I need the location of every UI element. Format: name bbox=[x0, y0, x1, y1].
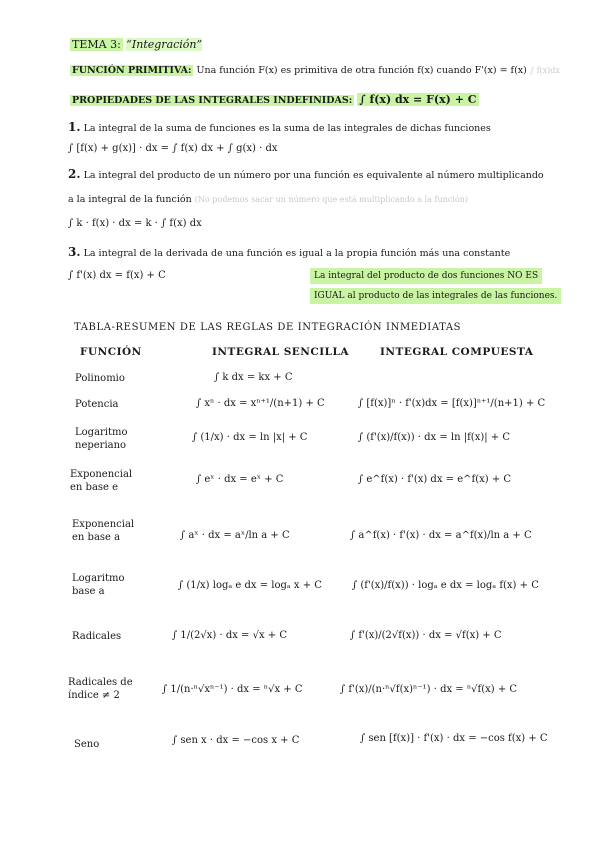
simple-integral-polinomio: ∫ k dx = kx + C bbox=[214, 372, 293, 383]
property-2-number: 2. bbox=[68, 167, 81, 181]
simple-integral-radicales-indice: ∫ 1/(n·ⁿ√xⁿ⁻¹) · dx = ⁿ√x + C bbox=[162, 684, 303, 695]
definition-line bbox=[70, 65, 560, 76]
tema-name: “Integración” bbox=[126, 38, 203, 51]
col-header-function: FUNCIÓN bbox=[80, 346, 142, 358]
property-2-text: La integral del producto de un número por una función es equivalente al número multiplicando bbox=[83, 170, 544, 181]
row-name: Logaritmo bbox=[75, 427, 128, 438]
properties-title: PROPIEDADES DE LAS INTEGRALES INDEFINIDAS: bbox=[72, 95, 353, 106]
property-3-number: 3. bbox=[68, 245, 81, 259]
simple-integral-logaritmo-base-a: ∫ (1/x) logₐ e dx = logₐ x + C bbox=[178, 580, 322, 591]
page-title bbox=[70, 38, 202, 51]
compound-integral-radicales: ∫ f'(x)/(2√f(x)) · dx = √f(x) + C bbox=[350, 630, 502, 641]
product-note-line-2: IGUAL al producto de las integrales de las funciones. bbox=[310, 288, 561, 304]
row-name-2: en base e bbox=[70, 482, 119, 493]
compound-integral-potencia: ∫ [f(x)]ⁿ · f'(x)dx = [f(x)]ⁿ⁺¹/(n+1) + C bbox=[358, 398, 546, 409]
row-label-potencia bbox=[75, 398, 118, 411]
property-2-text2-line bbox=[68, 194, 468, 205]
row-name: Logaritmo bbox=[72, 573, 125, 584]
property-1-text-line bbox=[68, 120, 491, 134]
simple-integral-exponencial-base-a: ∫ aˣ · dx = aˣ/ln a + C bbox=[180, 530, 290, 541]
properties-heading bbox=[70, 93, 479, 106]
row-label-radicales bbox=[72, 630, 121, 643]
row-name: Seno bbox=[74, 739, 100, 750]
property-2-faint: (No podemos sacar un número que está multiplicando a la función) bbox=[194, 195, 468, 204]
definition-label: FUNCIÓN PRIMITIVA: bbox=[72, 65, 192, 76]
row-name-2: índice ≠ 2 bbox=[68, 690, 120, 701]
row-name: Radicales bbox=[72, 631, 122, 642]
property-1-text: La integral de la suma de funciones es la suma de las integrales de dichas funciones bbox=[83, 123, 491, 134]
row-name: Exponencial bbox=[70, 469, 133, 480]
compound-integral-radicales-indice: ∫ f'(x)/(n·ⁿ√f(x)ⁿ⁻¹) · dx = ⁿ√f(x) + C bbox=[340, 684, 518, 695]
compound-integral-exponencial-base-a: ∫ a^f(x) · f'(x) · dx = a^f(x)/ln a + C bbox=[350, 530, 532, 541]
simple-integral-seno: ∫ sen x · dx = −cos x + C bbox=[172, 735, 300, 746]
product-note-line-1: La integral del producto de dos funciones NO ES bbox=[310, 268, 542, 284]
row-name-2: neperiano bbox=[75, 440, 127, 451]
property-2-formula: ∫ k · f(x) · dx = k · ∫ f(x) dx bbox=[68, 218, 202, 229]
row-label-logaritmo-neperiano bbox=[75, 426, 128, 452]
row-name: Polinomio bbox=[75, 373, 125, 384]
property-2-text-line bbox=[68, 167, 544, 181]
property-2-text2: a la integral de la función bbox=[68, 194, 192, 205]
compound-integral-seno: ∫ sen [f(x)] · f'(x) · dx = −cos f(x) + C bbox=[360, 733, 548, 744]
simple-integral-potencia: ∫ xⁿ · dx = xⁿ⁺¹/(n+1) + C bbox=[196, 398, 325, 409]
definition-faint: ∫ f(x)dx bbox=[529, 66, 560, 75]
row-name: Potencia bbox=[75, 399, 119, 410]
table-title: TABLA-RESUMEN DE LAS REGLAS DE INTEGRACIÓN INMEDIATAS bbox=[74, 322, 462, 333]
property-1-number: 1. bbox=[68, 120, 81, 134]
row-label-exponencial-base-e bbox=[70, 468, 132, 494]
property-3-text-line bbox=[68, 245, 510, 259]
row-label-exponencial-base-a bbox=[72, 518, 134, 544]
row-name: Exponencial bbox=[72, 519, 135, 530]
property-1-formula: ∫ [f(x) + g(x)] · dx = ∫ f(x) dx + ∫ g(x) · dx bbox=[68, 143, 278, 154]
simple-integral-exponencial-base-e: ∫ eˣ · dx = eˣ + C bbox=[196, 474, 284, 485]
compound-integral-logaritmo-neperiano: ∫ (f'(x)/f(x)) · dx = ln |f(x)| + C bbox=[358, 432, 510, 443]
compound-integral-logaritmo-base-a: ∫ (f'(x)/f(x)) · logₐ e dx = logₐ f(x) + C bbox=[352, 580, 539, 591]
compound-integral-exponencial-base-e: ∫ e^f(x) · f'(x) dx = e^f(x) + C bbox=[358, 474, 512, 485]
property-3-text: La integral de la derivada de una función es igual a la propia función más una constante bbox=[83, 248, 511, 259]
property-3-formula: ∫ f'(x) dx = f(x) + C bbox=[68, 270, 166, 281]
col-header-simple: INTEGRAL SENCILLA bbox=[212, 346, 350, 358]
row-label-logaritmo-base-a bbox=[72, 572, 125, 598]
row-label-radicales-indice bbox=[68, 676, 133, 702]
row-label-polinomio bbox=[75, 372, 125, 385]
simple-integral-radicales: ∫ 1/(2√x) · dx = √x + C bbox=[172, 630, 288, 641]
tema-label: TEMA 3: bbox=[72, 38, 121, 51]
row-name: Radicales de bbox=[68, 677, 133, 688]
row-name-2: en base a bbox=[72, 532, 121, 543]
definition-text: Una función F(x) es primitiva de otra función f(x) cuando F'(x) = f(x) bbox=[196, 65, 527, 76]
row-name-2: base a bbox=[72, 586, 105, 597]
row-label-seno bbox=[74, 738, 99, 751]
properties-formula: ∫ f(x) dx = F(x) + C bbox=[359, 93, 477, 106]
simple-integral-logaritmo-neperiano: ∫ (1/x) · dx = ln |x| + C bbox=[192, 432, 308, 443]
col-header-compound: INTEGRAL COMPUESTA bbox=[380, 346, 534, 358]
